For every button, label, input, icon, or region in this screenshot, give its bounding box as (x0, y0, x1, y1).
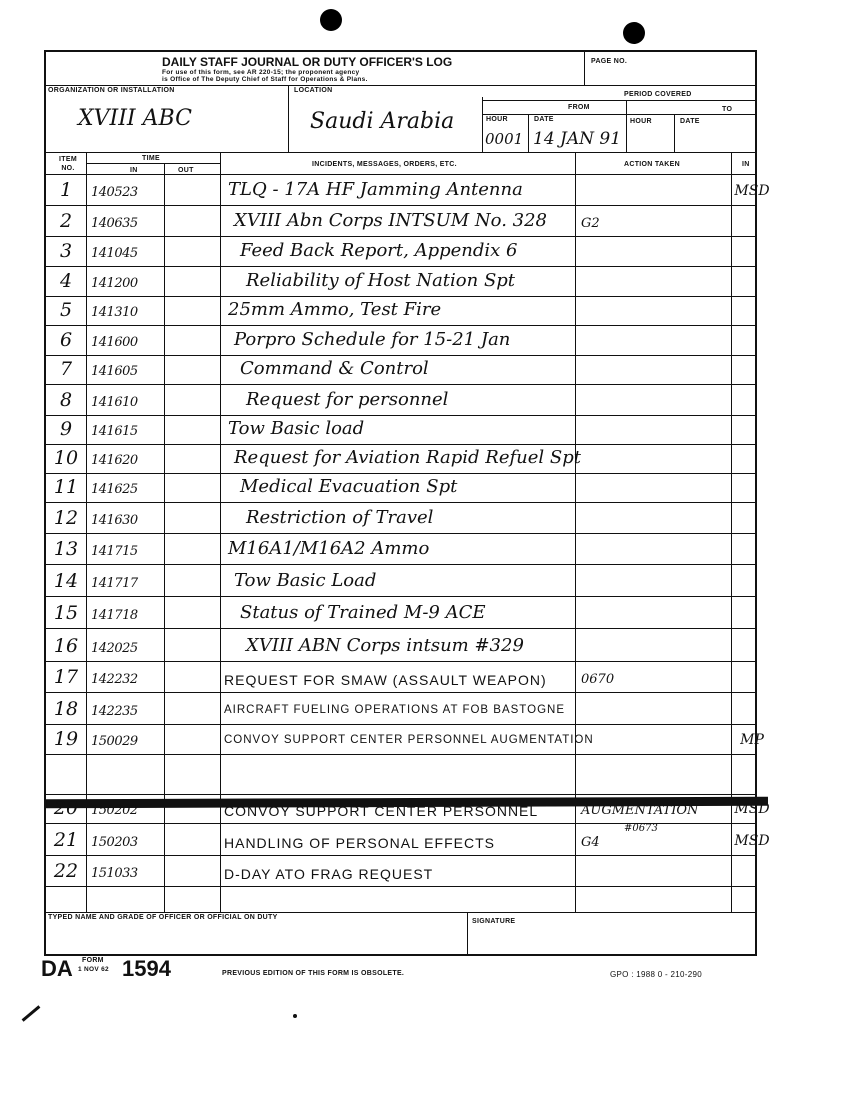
entry-time-in: 141717 (91, 576, 138, 591)
from-date-value: 14 JAN 91 (533, 129, 622, 149)
entry-time-in: 141200 (91, 276, 138, 291)
from-date-label: DATE (534, 116, 554, 123)
item-label: ITEM NO. (59, 156, 77, 172)
entry-text: Porpro Schedule for 15-21 Jan (234, 329, 511, 350)
from-hour-value: 0001 (485, 130, 524, 148)
entry-text: CONVOY SUPPORT CENTER PERSONNEL AUGMENTATION (224, 734, 594, 746)
row-divider (46, 661, 755, 662)
entry-text: Reliability of Host Nation Spt (246, 270, 516, 291)
incidents-label: INCIDENTS, MESSAGES, ORDERS, ETC. (312, 161, 457, 168)
to-date-label: DATE (680, 118, 700, 125)
entry-text: AIRCRAFT FUELING OPERATIONS AT FOB BASTOGNE (224, 704, 565, 716)
entry-time-in: 141715 (91, 544, 138, 559)
row-divider (46, 855, 755, 856)
entry-item-no: 7 (59, 358, 73, 380)
entry-item-no: 22 (53, 860, 79, 882)
entry-item-no: 16 (53, 635, 79, 657)
entry-time-in: 141630 (91, 513, 138, 528)
entry-item-no: 9 (59, 418, 73, 440)
to-label: TO (722, 106, 733, 113)
form-number: 1594 (122, 956, 171, 981)
entry-text: D-DAY ATO FRAG REQUEST (224, 866, 434, 882)
row-divider (46, 205, 755, 206)
entry-text: Request for personnel (246, 389, 449, 410)
entry-text: Command & Control (240, 358, 429, 379)
punch-hole-left (320, 9, 342, 31)
entry-time-in: 142025 (91, 641, 138, 656)
entry-item-no: 14 (53, 570, 79, 592)
entry-item-no: 1 (59, 179, 73, 201)
entry-text: Tow Basic load (228, 418, 365, 439)
form-date: 1 NOV 62 (78, 966, 109, 973)
entry-text: CONVOY SUPPORT CENTER PERSONNEL (224, 803, 539, 819)
entry-time-in: 141605 (91, 364, 138, 379)
entry-text: Medical Evacuation Spt (240, 476, 458, 497)
page-no-label: PAGE NO. (591, 58, 628, 65)
entry-time-in: 150029 (91, 734, 138, 749)
entry-text: XVIII ABN Corps intsum #329 (246, 635, 524, 656)
entry-item-no: 3 (59, 240, 73, 262)
row-divider (46, 628, 755, 629)
entry-text: Tow Basic Load (234, 570, 377, 591)
entry-time-in: 150202 (91, 803, 138, 818)
entry-time-in: 142232 (91, 672, 138, 687)
entry-item-no: 8 (59, 389, 73, 411)
row-divider (46, 724, 755, 725)
entry-time-in: 141310 (91, 305, 138, 320)
entry-time-in: 141615 (91, 424, 138, 439)
form-subtitle-2: is Office of The Deputy Chief of Staff for Operations & Plans. (162, 76, 368, 83)
row-divider (46, 533, 755, 534)
entry-text: Restriction of Travel (246, 507, 434, 528)
entry-time-in: 142235 (91, 704, 138, 719)
entry-item-no: 6 (59, 329, 73, 351)
entry-item-no: 2 (59, 210, 73, 232)
stray-pen-mark (22, 1005, 41, 1021)
action-label: ACTION TAKEN (624, 161, 680, 168)
entry-initials: MSD (734, 833, 770, 849)
entry-item-no: 4 (59, 270, 73, 292)
entry-text: Status of Trained M-9 ACE (240, 602, 486, 623)
row-divider (46, 754, 755, 755)
row-divider (46, 692, 755, 693)
form-label: FORM (82, 957, 104, 964)
row-divider (46, 296, 755, 297)
location-value: Saudi Arabia (310, 109, 455, 134)
period-label: PERIOD COVERED (624, 91, 692, 98)
entry-item-no: 19 (53, 728, 79, 750)
entry-initials: MSD (734, 183, 770, 199)
entry-time-in: 141620 (91, 453, 138, 468)
initials-label: IN (742, 161, 750, 168)
entry-item-no: 18 (53, 698, 79, 720)
row-divider (46, 384, 755, 385)
entry-time-in: 141625 (91, 482, 138, 497)
entry-time-in: 141600 (91, 335, 138, 350)
entry-item-no: 20 (53, 797, 79, 819)
entry-initials: MP (740, 732, 764, 748)
entry-item-no: 11 (53, 476, 79, 498)
org-value: XVIII ABC (78, 106, 192, 131)
entry-action: AUGMENTATION (581, 803, 699, 818)
to-hour-label: HOUR (630, 118, 652, 125)
entry-text: HANDLING OF PERSONAL EFFECTS (224, 835, 495, 851)
row-divider (46, 794, 755, 795)
row-divider (46, 564, 755, 565)
entry-text: XVIII Abn Corps INTSUM No. 328 (234, 210, 547, 231)
entry-item-no: 12 (53, 507, 79, 529)
typed-name-label: TYPED NAME AND GRADE OF OFFICER OR OFFICIAL ON DUTY (48, 914, 278, 921)
gpo-note: GPO : 1988 0 - 210-290 (610, 970, 702, 979)
row-divider (46, 415, 755, 416)
staff-journal-form (44, 50, 770, 956)
entry-item-no: 17 (53, 666, 79, 688)
row-divider (46, 266, 755, 267)
from-label: FROM (568, 104, 590, 111)
previous-edition-note: PREVIOUS EDITION OF THIS FORM IS OBSOLETE. (222, 970, 405, 977)
punch-hole-right (623, 22, 645, 44)
entry-time-in: 151033 (91, 866, 138, 881)
row-divider (46, 444, 755, 445)
org-label: ORGANIZATION OR INSTALLATION (48, 87, 175, 94)
from-hour-label: HOUR (486, 116, 508, 123)
entry-item-no: 21 (53, 829, 79, 851)
entry-time-in: 140635 (91, 216, 138, 231)
row-divider (46, 502, 755, 503)
row-divider (46, 236, 755, 237)
form-prefix: DA (41, 956, 73, 981)
signature-label: SIGNATURE (472, 918, 516, 925)
row-divider (46, 325, 755, 326)
entry-time-in: 140523 (91, 185, 138, 200)
time-label: TIME (142, 155, 160, 162)
row-divider (46, 886, 755, 887)
entry-time-in: 141718 (91, 608, 138, 623)
entry-initials: MSD (734, 801, 770, 817)
row-divider (46, 355, 755, 356)
entry-text: REQUEST FOR SMAW (ASSAULT WEAPON) (224, 672, 547, 688)
entry-action: G2 (581, 216, 600, 231)
entry-item-no: 10 (53, 447, 79, 469)
stray-dot (293, 1014, 297, 1018)
entry-text: 25mm Ammo, Test Fire (228, 299, 442, 320)
entry-text: Request for Aviation Rapid Refuel Spt (234, 447, 581, 468)
entry-action: 0670 (581, 672, 615, 687)
entry-item-no: 15 (53, 602, 79, 624)
form-subtitle-1: For use of this form, see AR 220-15; the proponent agency (162, 69, 360, 76)
entry-time-in: 141610 (91, 395, 138, 410)
form-title: DAILY STAFF JOURNAL OR DUTY OFFICER'S LOG (162, 55, 453, 69)
entry-text: Feed Back Report, Appendix 6 (240, 240, 518, 261)
row-divider (46, 596, 755, 597)
row-divider (46, 473, 755, 474)
location-label: LOCATION (294, 87, 333, 94)
entry-text: TLQ - 17A HF Jamming Antenna (228, 179, 523, 200)
entry-time-in: 150203 (91, 835, 138, 850)
entry-item-no: 5 (59, 299, 73, 321)
entry-text: M16A1/M16A2 Ammo (228, 538, 430, 559)
entry-time-in: 141045 (91, 246, 138, 261)
time-in-label: IN (130, 167, 138, 174)
item20-action-note: #0673 (624, 823, 658, 834)
entry-action: G4 (581, 835, 600, 850)
row-divider (46, 823, 755, 824)
entry-item-no: 13 (53, 538, 79, 560)
time-out-label: OUT (178, 167, 194, 174)
